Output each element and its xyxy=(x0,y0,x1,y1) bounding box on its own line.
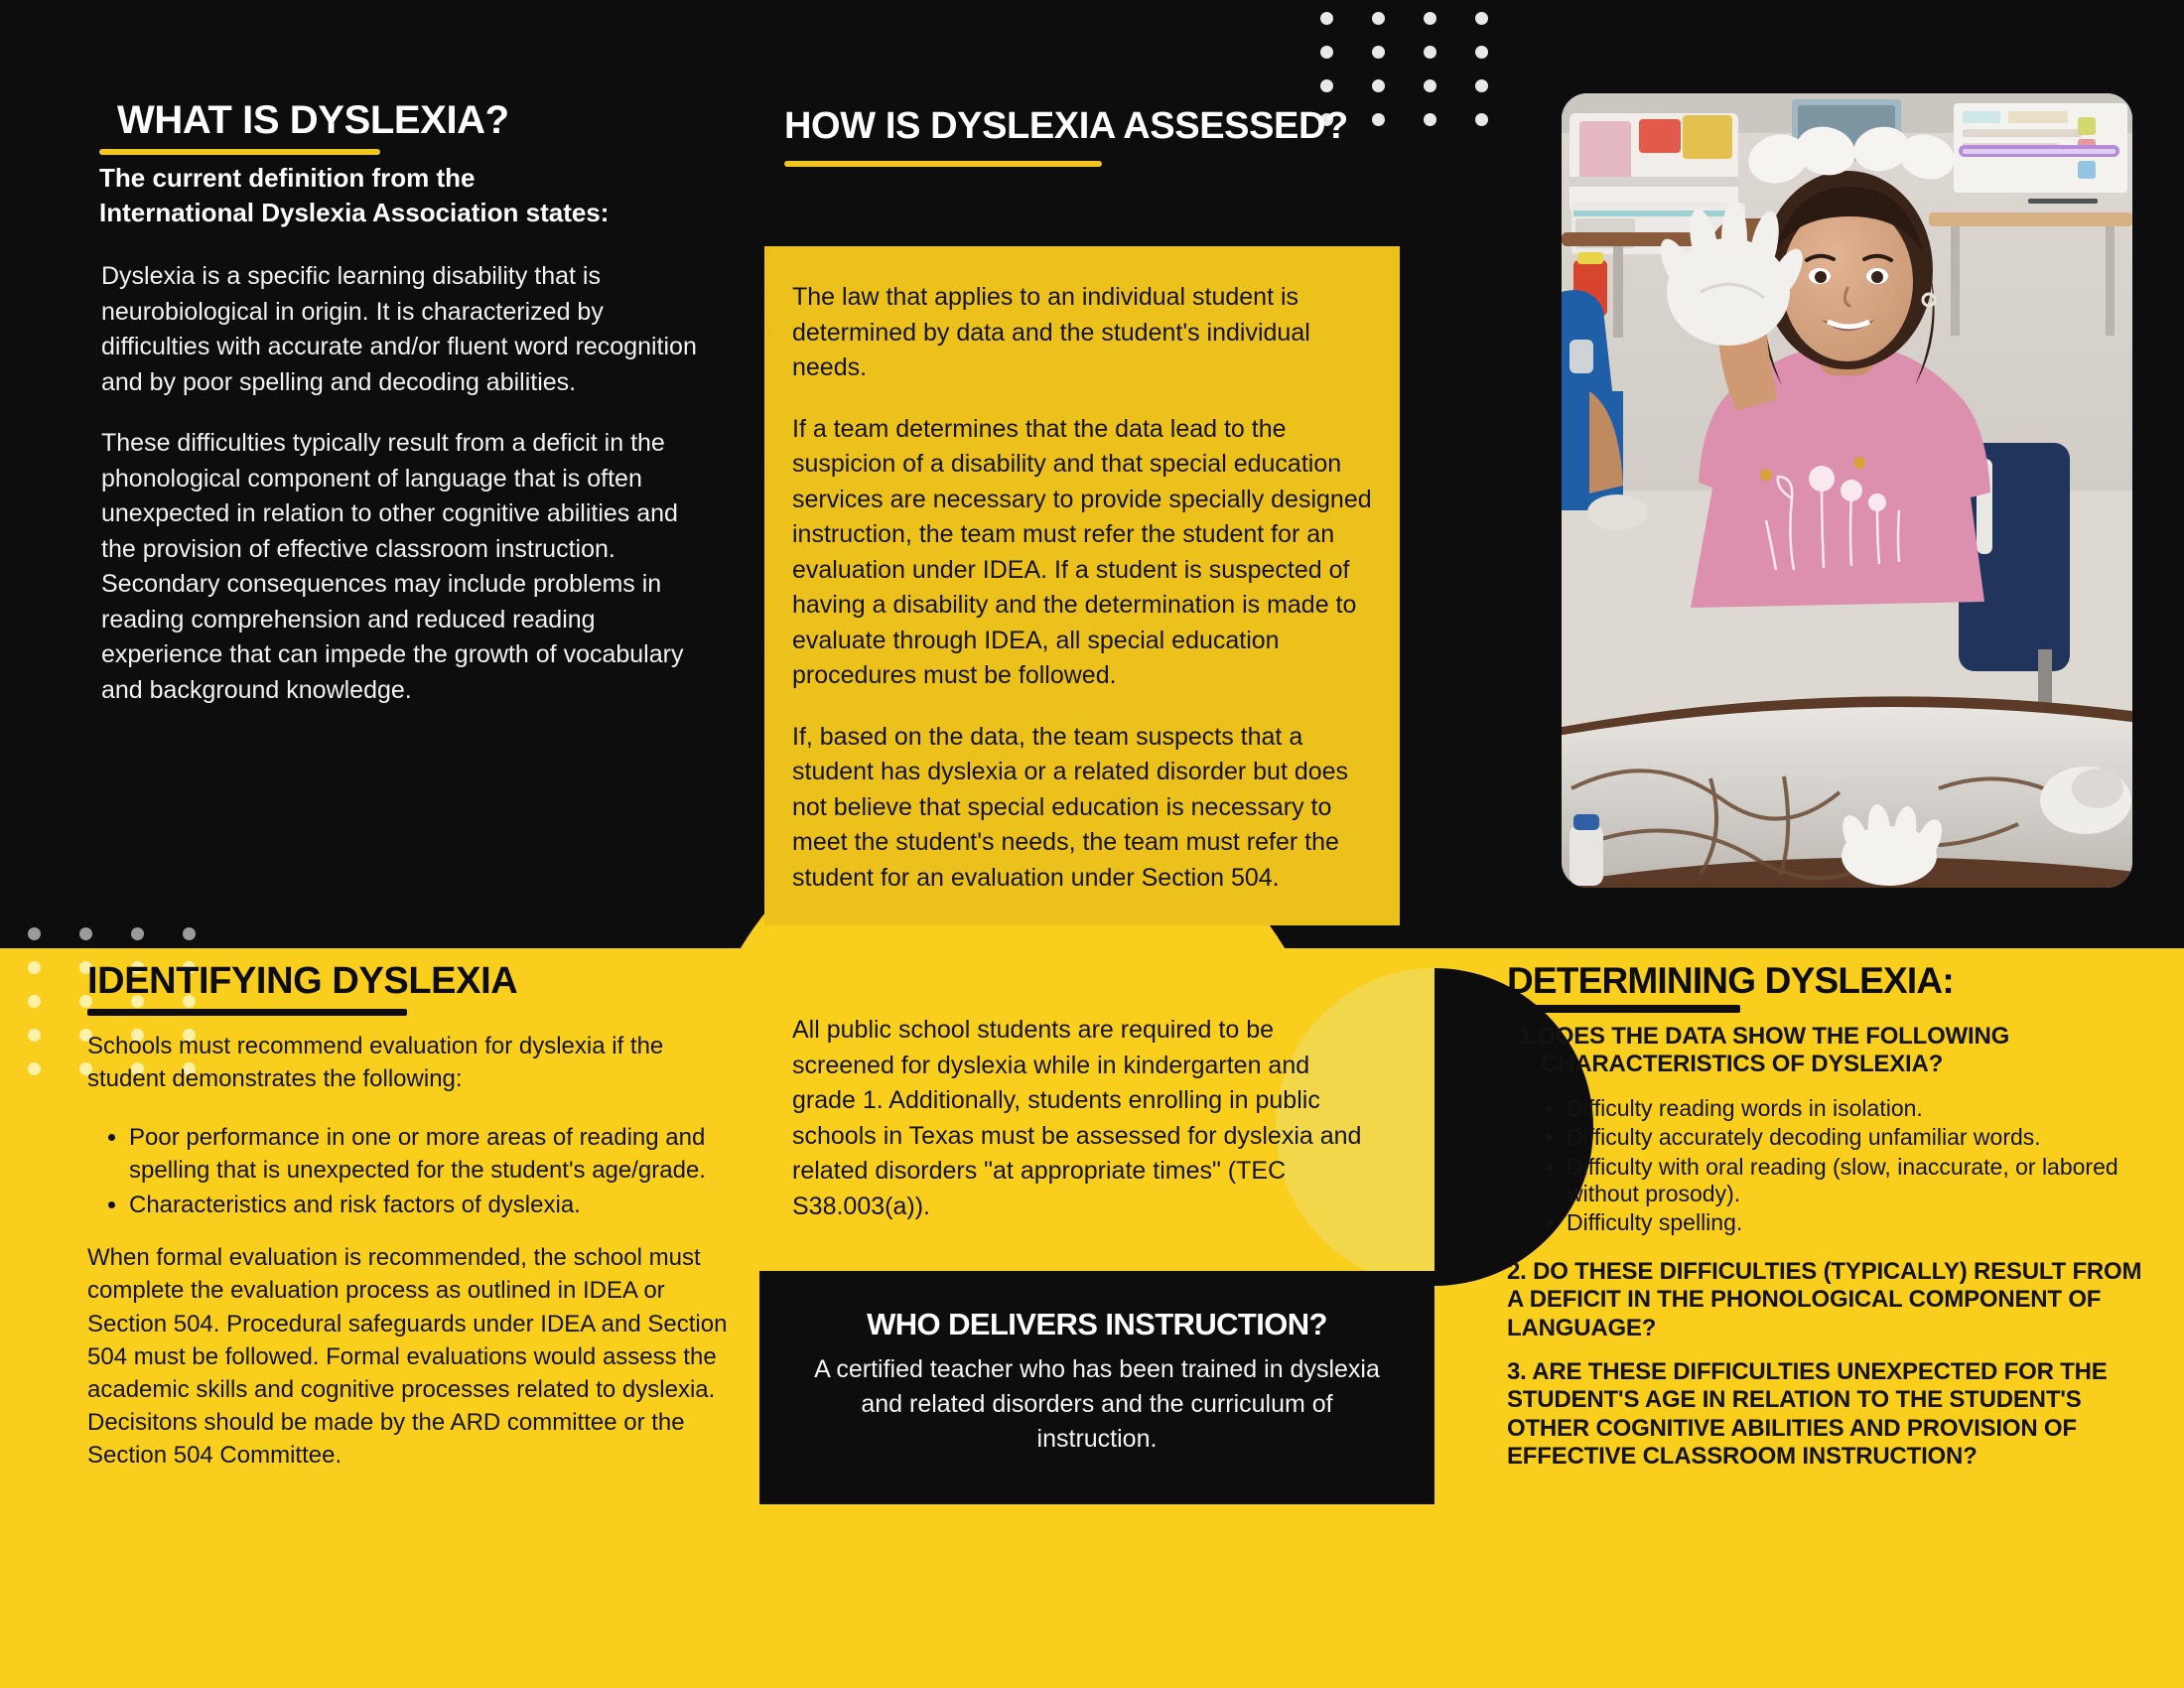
dot xyxy=(1424,79,1436,92)
list-item: • Poor performance in one or more areas of reading and spelling that is unexpected for the student's age/grade. xyxy=(129,1121,733,1187)
determining-question-1: 1.DOES THE DATA SHOW THE FOLLOWING CHARACTERISTICS OF DYSLEXIA? xyxy=(1519,1022,2010,1078)
how-assessed-paragraph-1: The law that applies to an individual student is determined by data and the student's individual needs. xyxy=(792,283,1310,381)
photo-illustration xyxy=(1562,93,2132,888)
how-assessed-paragraph-4: All public school students are required to be screened for dyslexia while in kindergarten and grade 1. Additionally, students enrolling in public schools in Texas must be assessed for dyslexia and related disorders "at appropriate times" (TEC S38.003(a)). xyxy=(792,1016,1362,1220)
dot xyxy=(1372,12,1385,25)
dot xyxy=(1320,12,1333,25)
who-delivers-instruction-card xyxy=(759,1271,1434,1504)
dot xyxy=(1424,46,1436,59)
determining-question-2: 2. DO THESE DIFFICULTIES (TYPICALLY) RESULT FROM A DEFICIT IN THE PHONOLOGICAL COMPONENT OF LANGUAGE? xyxy=(1507,1257,2142,1341)
dot xyxy=(1372,79,1385,92)
dot xyxy=(183,927,196,940)
how-assessed-underline xyxy=(784,161,1102,167)
what-is-dyslexia-paragraph-1: Dyslexia is a specific learning disability that is neurobiological in origin. It is characterized by difficulties with accurate and/or fluent word recognition and by poor spelling and decoding abilities. xyxy=(101,262,697,396)
dot xyxy=(28,927,41,940)
dot xyxy=(28,1062,41,1075)
identifying-dyslexia-closing: When formal evaluation is recommended, the school must complete the evaluation process as outlined in IDEA or Section 504. Procedural safeguards under IDEA and Section 504 must be followed. Formal evaluations would assess the academic skills and cognitive processes related to dyslexia. Decisitons should be made by the ARD committee or the Section 504 Committee. xyxy=(87,1244,728,1469)
dot xyxy=(28,1029,41,1042)
dot xyxy=(28,995,41,1008)
dot xyxy=(1320,79,1333,92)
what-is-dyslexia-title: WHAT IS DYSLEXIA? xyxy=(117,98,509,142)
list-item: • Difficulty spelling. xyxy=(1567,1209,2162,1236)
classroom-student-photo xyxy=(1562,93,2132,888)
determining-dyslexia-title: DETERMINING DYSLEXIA: xyxy=(1507,960,1954,1001)
dot xyxy=(79,927,92,940)
how-assessed-yellow-panel xyxy=(764,246,1400,925)
what-is-dyslexia-paragraph-2: These difficulties typically result from a deficit in the phonological component of language that is often unexpected in relation to other cognitive abilities and the provision of effective classroom instruction. Secondary consequences may include problems in reading comprehension and reduced reading experience that can impede the growth of vocabulary and background knowledge. xyxy=(101,429,684,704)
dot xyxy=(1424,113,1436,126)
dot xyxy=(28,961,41,974)
dot xyxy=(1475,79,1488,92)
section-determining-dyslexia xyxy=(1507,961,2162,1486)
how-assessed-paragraph-3: If, based on the data, the team suspects that a student has dyslexia or a related disorder but does not believe that special education is necessary to meet the student's needs, the team must refer the student for an evaluation under Section 504. xyxy=(792,722,1349,892)
what-is-dyslexia-underline xyxy=(99,149,380,155)
how-assessed-paragraph-2: If a team determines that the data lead to the suspicion of a disability and that special education services are necessary to provide specially designed instruction, the team must refer the student for an evaluation under IDEA. If a student is suspected of having a disability and the determination is made to evaluate through IDEA, all special education procedures must be followed. xyxy=(792,414,1372,689)
determining-dyslexia-underline xyxy=(1507,1005,1740,1013)
identifying-dyslexia-underline xyxy=(87,1009,407,1016)
list-item: • Difficulty reading words in isolation. xyxy=(1567,1095,2162,1122)
list-item: • Characteristics and risk factors of dyslexia. xyxy=(129,1189,733,1221)
section-what-is-dyslexia xyxy=(99,99,715,708)
determining-dyslexia-bullet-list xyxy=(1507,1095,2162,1236)
dot xyxy=(1475,113,1488,126)
identifying-dyslexia-intro: Schools must recommend evaluation for dyslexia if the student demonstrates the following: xyxy=(87,1032,664,1092)
dot xyxy=(1372,46,1385,59)
dot-grid-left-on-black xyxy=(28,927,234,961)
determining-question-3: 3. ARE THESE DIFFICULTIES UNEXPECTED FOR THE STUDENT'S AGE IN RELATION TO THE STUDENT'S OTHER COGNITIVE ABILITIES AND PROVISION OF EFFECTIVE CLASSROOM INSTRUCTION? xyxy=(1507,1357,2108,1470)
list-item: • Difficulty accurately decoding unfamiliar words. xyxy=(1567,1124,2162,1151)
who-delivers-instruction-title: WHO DELIVERS INSTRUCTION? xyxy=(867,1307,1327,1341)
dot xyxy=(131,927,144,940)
section-how-assessed-header xyxy=(784,104,1420,167)
identifying-dyslexia-bullet-list xyxy=(87,1121,733,1221)
section-identifying-dyslexia xyxy=(87,961,733,1472)
dot xyxy=(1320,46,1333,59)
what-is-dyslexia-lede: The current definition from the International Dyslexia Association states: xyxy=(99,163,610,227)
dot xyxy=(1424,12,1436,25)
how-assessed-tail-text xyxy=(764,1013,1400,1224)
who-delivers-instruction-body: A certified teacher who has been trained in dyslexia and related disorders and the curriculum of instruction. xyxy=(814,1355,1380,1453)
identifying-dyslexia-title: IDENTIFYING DYSLEXIA xyxy=(87,960,518,1002)
how-assessed-title: HOW IS DYSLEXIA ASSESSED? xyxy=(784,105,1348,147)
list-item: • Difficulty with oral reading (slow, inaccurate, or labored without prosody). xyxy=(1567,1154,2162,1206)
dot xyxy=(1475,46,1488,59)
dot xyxy=(1475,12,1488,25)
